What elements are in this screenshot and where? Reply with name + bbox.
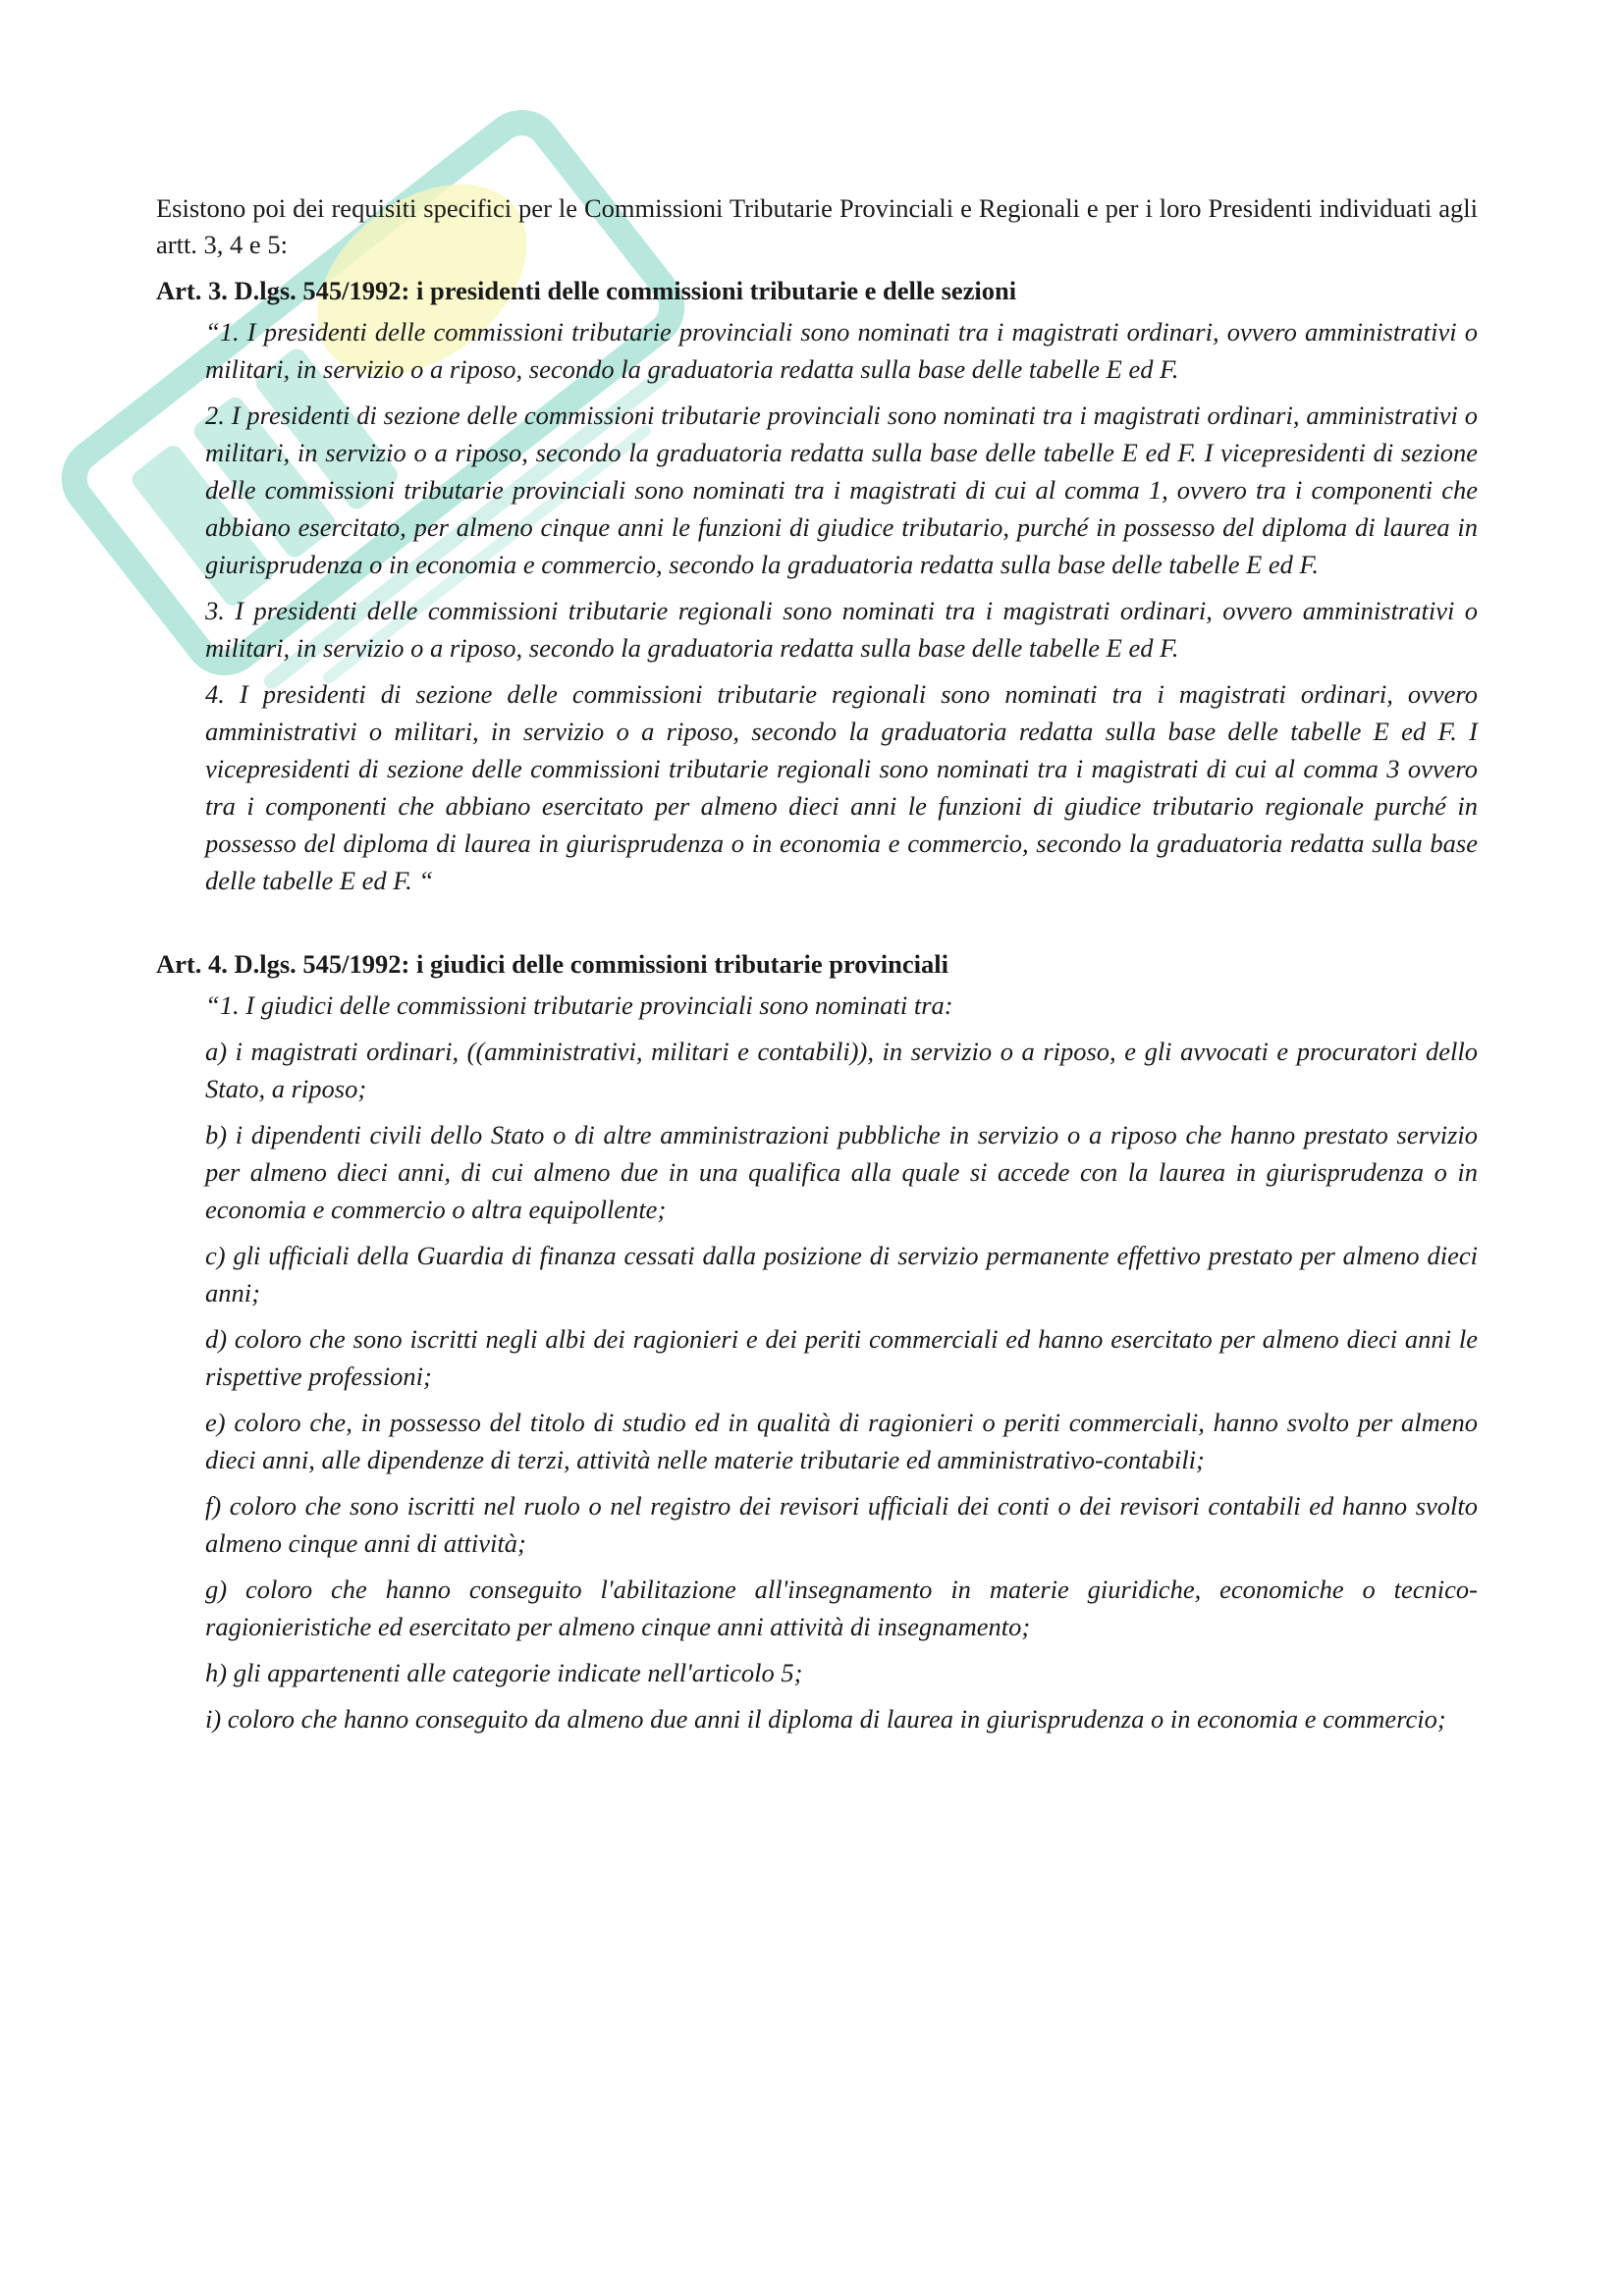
art3-quote [205, 313, 1478, 899]
art4-paragraph: a) i magistrati ordinari, ((amministrativi, militari e contabili)), in servizio o a riposo, e gli avvocati e procuratori dello Stato, a riposo; [205, 1037, 1478, 1103]
art4-paragraph: c) gli ufficiali della Guardia di finanza cessati dalla posizione di servizio permanente effettivo prestato per almeno dieci anni; [205, 1241, 1478, 1308]
art4-paragraph: e) coloro che, in possesso del titolo di studio ed in qualità di ragionieri o periti commerciali, hanno svolto per almeno dieci anni, alle dipendenze di terzi, attività nelle materie tributarie ed amministrativo-contabili; [205, 1408, 1478, 1474]
art4-quote [205, 987, 1478, 1737]
art4-paragraph: “1. I giudici delle commissioni tributarie provinciali sono nominati tra: [205, 990, 953, 1020]
art3-heading: Art. 3. D.lgs. 545/1992: i presidenti delle commissioni tributarie e delle sezioni [156, 276, 1017, 305]
art4-paragraph: d) coloro che sono iscritti negli albi dei ragionieri e dei periti commerciali ed hanno esercitato per almeno dieci anni le rispettive professioni; [205, 1324, 1478, 1391]
intro-paragraph: Esistono poi dei requisiti specifici per le Commissioni Tributarie Provinciali e Regionali e per i loro Presidenti individuati agli artt. 3, 4 e 5: [156, 193, 1478, 259]
art4-heading: Art. 4. D.lgs. 545/1992: i giudici delle commissioni tributarie provinciali [156, 949, 948, 979]
art3-paragraph: “1. I presidenti delle commissioni tributarie provinciali sono nominati tra i magistrati ordinari, ovvero amministrativi o militari, in servizio o a riposo, secondo la graduatoria redatta sulla base delle tabelle E ed F. [205, 317, 1478, 384]
art3-paragraph: 4. I presidenti di sezione delle commissioni tributarie regionali sono nominati tra i magistrati ordinari, ovvero amministrativi o militari, in servizio o a riposo, secondo la graduatoria redatta sulla base delle tabelle E ed F. I vicepresidenti di sezione delle commissioni tributarie regionali sono nominati tra i magistrati di cui al comma 3 ovvero tra i componenti che abbiano esercitato per almeno dieci anni le funzioni di giudice tributario regionale purché in possesso del diploma di laurea in giurisprudenza o in economia e commercio, secondo la graduatoria redatta sulla base delle tabelle E ed F. “ [205, 679, 1478, 895]
art3-paragraph: 3. I presidenti delle commissioni tributarie regionali sono nominati tra i magistrati ordinari, ovvero amministrativi o militari, in servizio o a riposo, secondo la graduatoria redatta sulla base delle tabelle E ed F. [205, 596, 1478, 663]
document-page [156, 190, 1478, 1746]
art3-paragraph: 2. I presidenti di sezione delle commissioni tributarie provinciali sono nominati tra i magistrati ordinari, amministrativi o militari, in servizio o a riposo, secondo la graduatoria redatta sulla base delle tabelle E ed F. I vicepresidenti di sezione delle commissioni tributarie provinciali sono nominati tra i magistrati di cui al comma 1, ovvero tra i componenti che abbiano esercitato, per almeno cinque anni le funzioni di giudice tributario, purché in possesso del diploma di laurea in giurisprudenza o in economia e commercio, secondo la graduatoria redatta sulla base delle tabelle E ed F. [205, 400, 1478, 579]
art4-paragraph: i) coloro che hanno conseguito da almeno due anni il diploma di laurea in giurisprudenza o in economia e commercio; [205, 1704, 1446, 1734]
art4-paragraph: g) coloro che hanno conseguito l'abilitazione all'insegnamento in materie giuridiche, economiche o tecnico-ragionieristiche ed esercitato per almeno cinque anni attività di insegnamento; [205, 1575, 1478, 1641]
art4-paragraph: b) i dipendenti civili dello Stato o di altre amministrazioni pubbliche in servizio o a riposo che hanno prestato servizio per almeno dieci anni, di cui almeno due in una qualifica alla quale si accede con la laurea in giurisprudenza o in economia e commercio o altra equipollente; [205, 1120, 1478, 1224]
art4-paragraph: h) gli appartenenti alle categorie indicate nell'articolo 5; [205, 1658, 803, 1687]
art4-paragraph: f) coloro che sono iscritti nel ruolo o nel registro dei revisori ufficiali dei conti o dei revisori contabili ed hanno svolto almeno cinque anni di attività; [205, 1491, 1478, 1558]
